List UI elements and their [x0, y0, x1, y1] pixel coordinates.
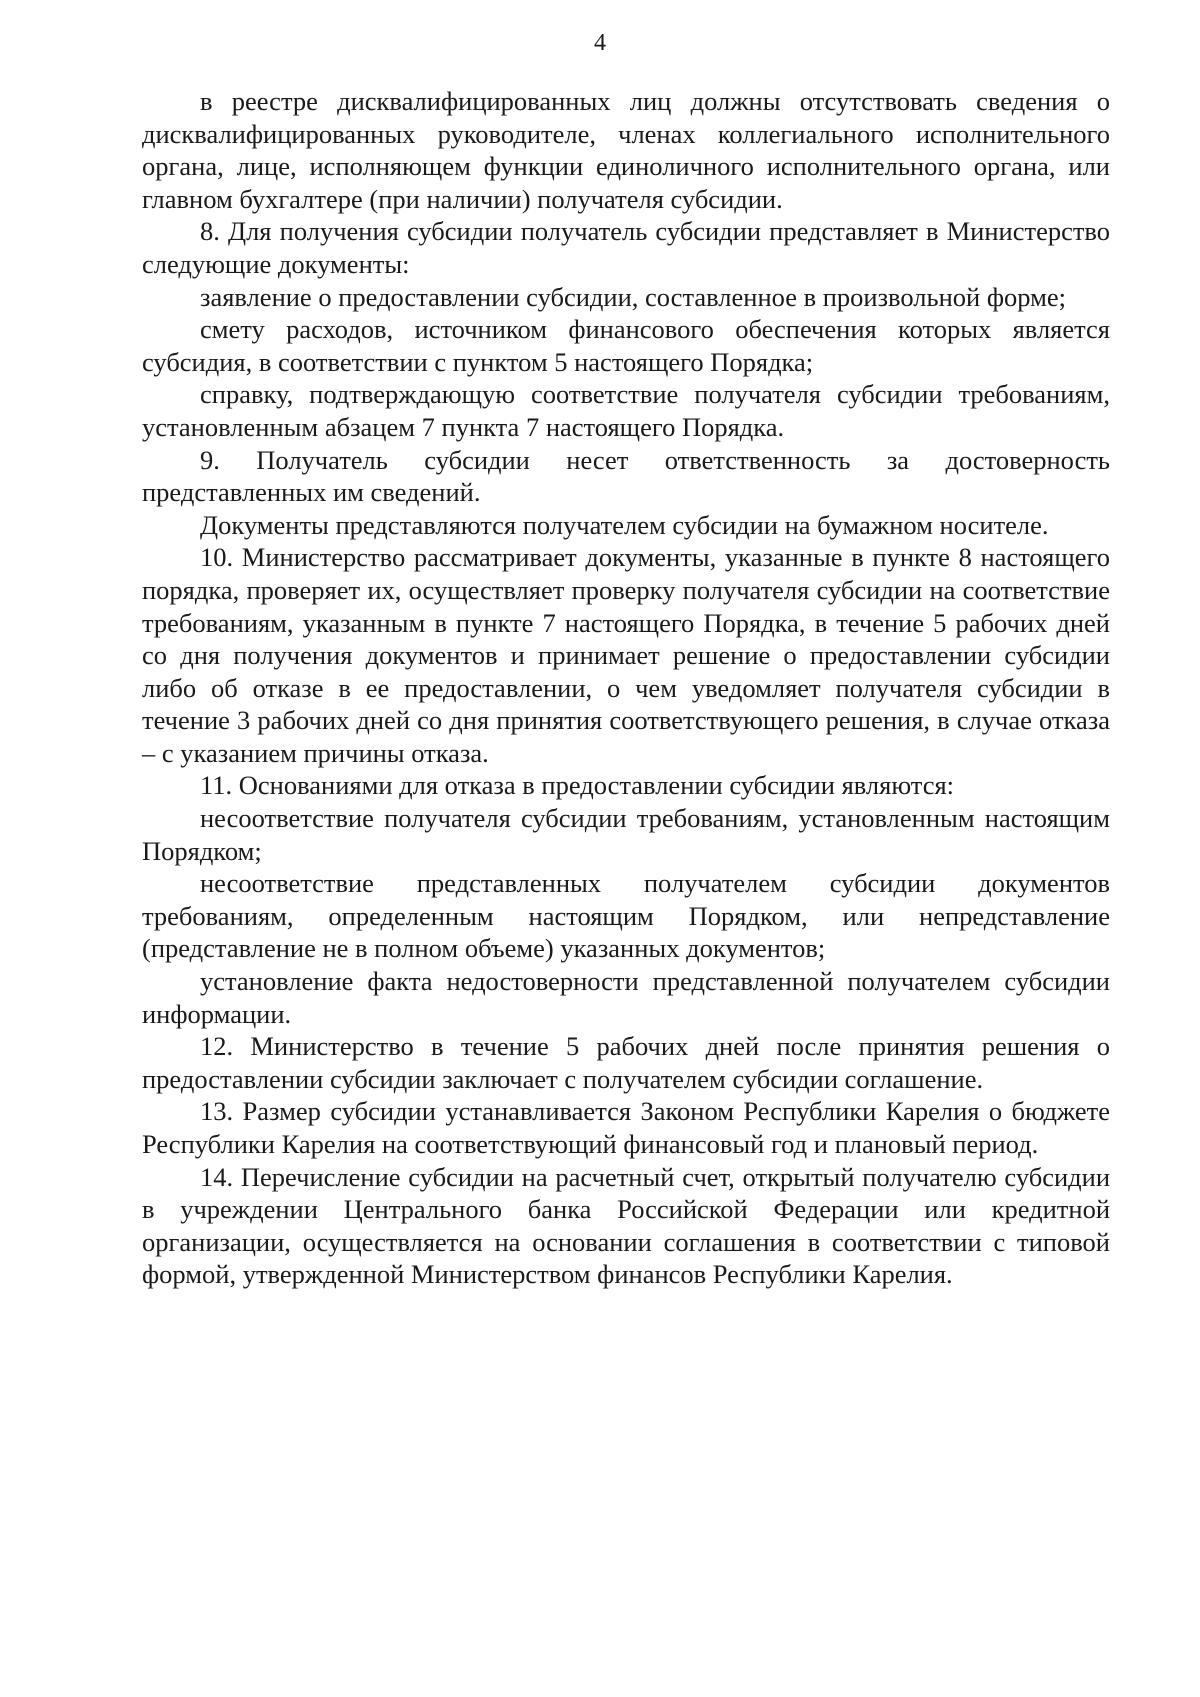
paragraph-item-14: 14. Перечисление субсидии на расчетный счет, открытый получателю субсидии в учреждении Центрального банка Российской Федерации или кредитной организации, осуществляется на основании соглашения в соответствии с типовой формой, утвержденной Министерством финансов Республики Карелия. [142, 1161, 1110, 1290]
page-number: 4 [594, 30, 606, 56]
paragraph-paper-documents: Документы представляются получателем субсидии на бумажном носителе. [200, 509, 1049, 540]
paragraph-false-information: установление факта недостоверности представленной получателем субсидии информации. [142, 966, 1110, 1029]
paragraph-certificate: справку, подтверждающую соответствие получателя субсидии требованиям, установленным абзацем 7 пункта 7 настоящего Порядка. [142, 379, 1110, 442]
paragraph-item-8: 8. Для получения субсидии получатель субсидии представляет в Министерство следующие документы: [142, 216, 1110, 279]
document-body [142, 85, 1110, 1291]
paragraph-application: заявление о предоставлении субсидии, составленное в произвольной форме; [200, 281, 1066, 312]
paragraph-item-10: 10. Министерство рассматривает документы, указанные в пункте 8 настоящего порядка, проверяет их, осуществляет проверку получателя субсидии на соответствие требованиям, указанным в пункте 7 настоящего Порядка, в течение 5 рабочих дней со дня получения документов и принимает решение о предоставлении субсидии либо об отказе в ее предоставлении, о чем уведомляет получателя субсидии в течение 3 рабочих дней со дня принятия соответствующего решения, в случае отказа – с указанием причины отказа. [142, 542, 1110, 768]
paragraph-item-12: 12. Министерство в течение 5 рабочих дней после принятия решения о предоставлении субсидии заключает с получателем субсидии соглашение. [142, 1031, 1110, 1094]
paragraph-noncompliance-documents: несоответствие представленных получателем субсидии документов требованиям, определенным настоящим Порядком, или непредставление (представление не в полном объеме) указанных документов; [142, 868, 1110, 964]
paragraph-item-11: 11. Основаниями для отказа в предоставлении субсидии являются: [200, 770, 955, 801]
paragraph-noncompliance-recipient: несоответствие получателя субсидии требованиям, установленным настоящим Порядком; [142, 803, 1110, 866]
paragraph-disqualified-registry: в реестре дисквалифицированных лиц должны отсутствовать сведения о дисквалифицированных руководителе, членах коллегиального исполнительного органа, лице, исполняющем функции единоличного исполнительного органа, или главном бухгалтере (при наличии) получателя субсидии. [142, 86, 1110, 214]
paragraph-item-13: 13. Размер субсидии устанавливается Законом Республики Карелия о бюджете Республики Карелия на соответствующий финансовый год и плановый период. [142, 1096, 1110, 1159]
paragraph-item-9: 9. Получатель субсидии несет ответственность за достоверность представленных им сведений. [142, 444, 1110, 508]
paragraph-cost-estimate: смету расходов, источником финансового обеспечения которых является субсидия, в соответствии с пунктом 5 настоящего Порядка; [142, 314, 1110, 377]
